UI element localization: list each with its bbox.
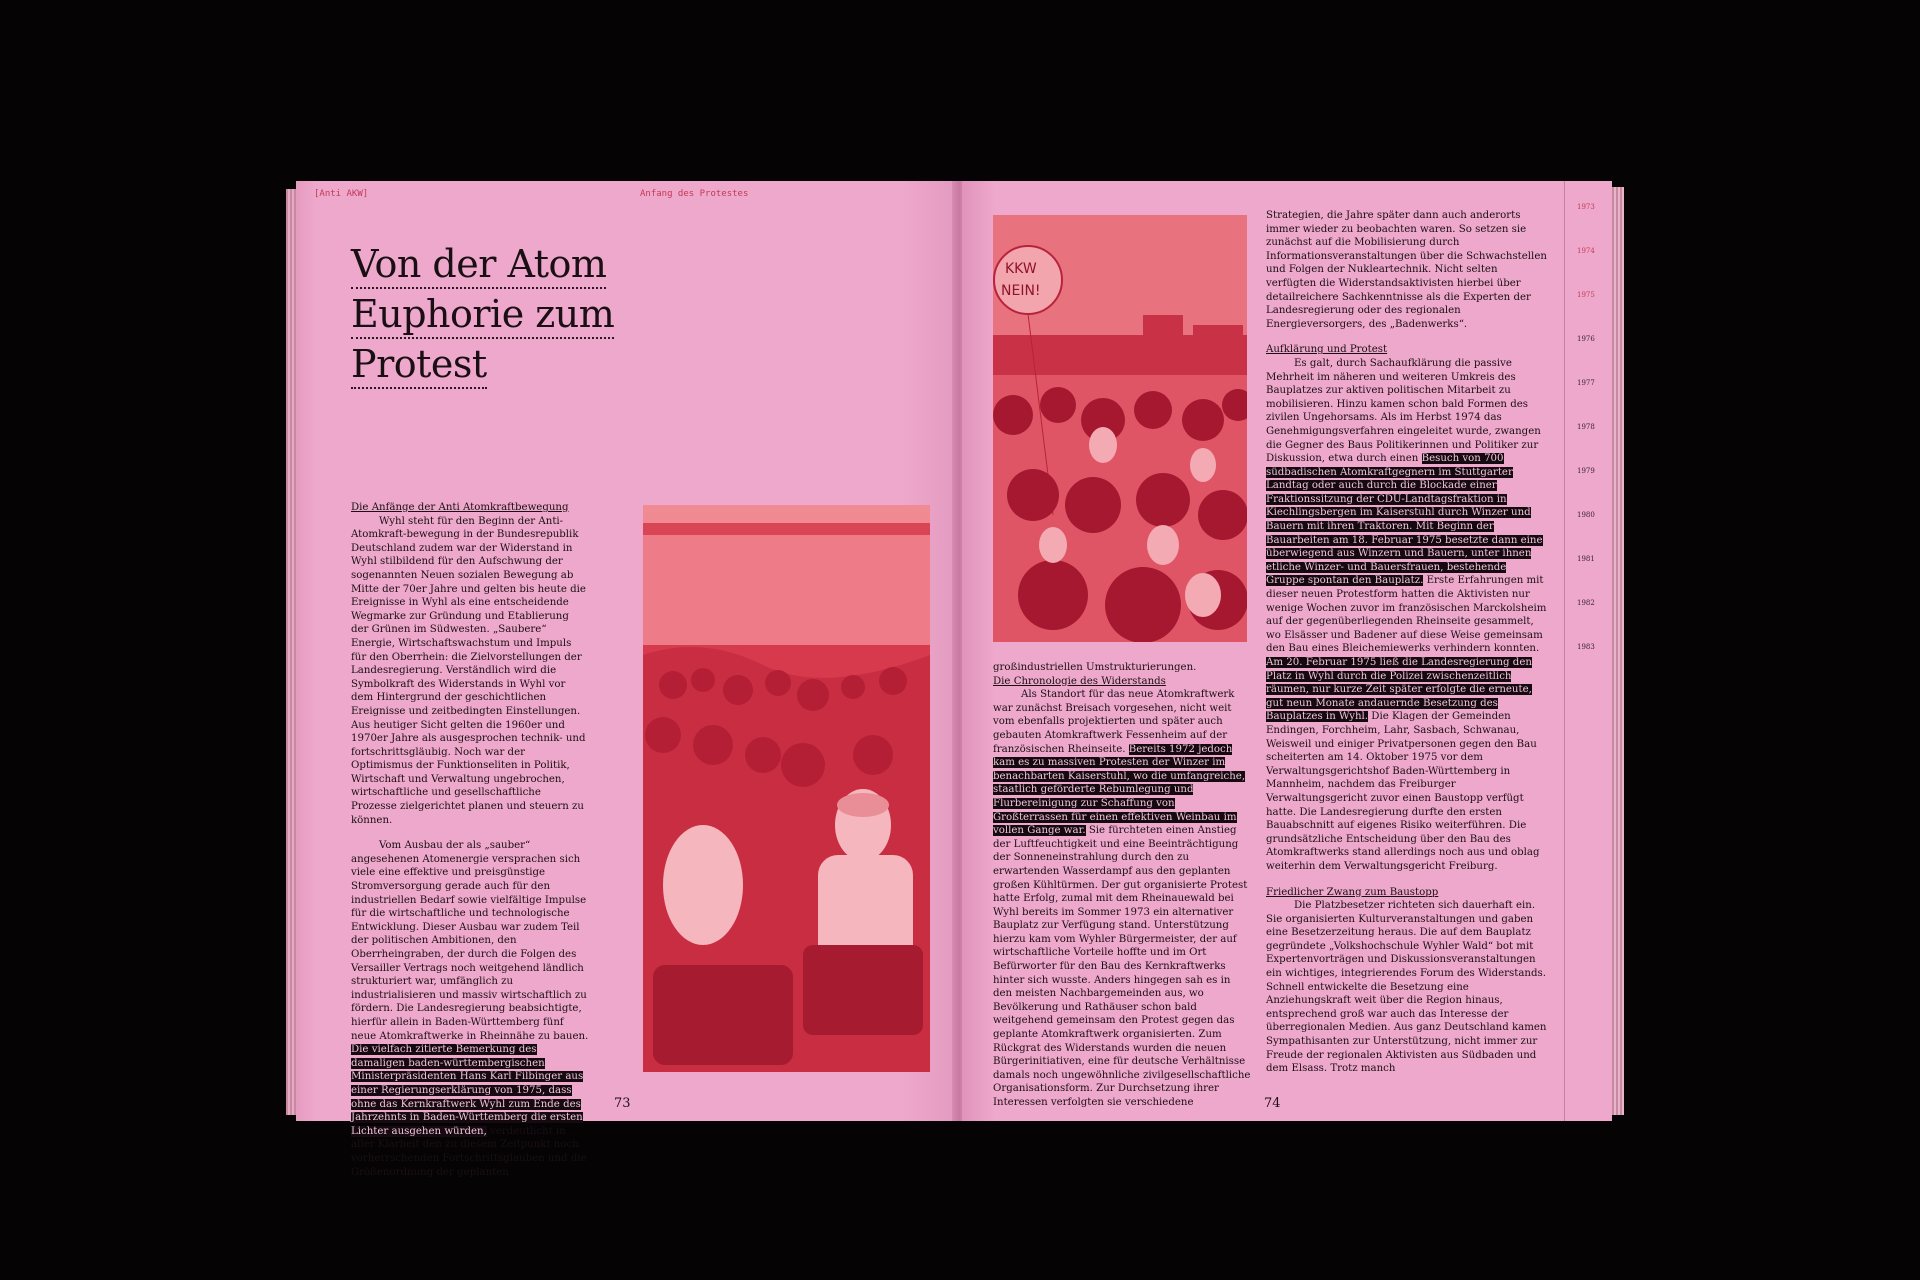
timeline-year: 1980 bbox=[1577, 511, 1595, 519]
timeline-year: 1976 bbox=[1577, 335, 1595, 343]
page-edge-right bbox=[1612, 187, 1624, 1115]
paragraph: Vom Ausbau der als „sauber“ angesehenen Atomenergie versprachen sich viele eine effektive und preisgünstige Stromversorgung gerade auch für den industriellen Bedarf sowie vielfältige Impulse für die wirtschaftliche und technologische Entwicklung. Dieser Ausbau war zudem Teil der politischen Ambitionen, den Oberrheingraben, der durch die Folgen des Versailler Vertrags noch weitgehend ländlich strukturiert war, umfänglich zu industrialisieren und massiv wirtschaftlich zu fördern. Die Landesregierung beabsichtigte, hierfür allein in Baden-Württemberg fünf neue Atomkraftwerke in Rheinnähe zu bauen. Die vielfach zitierte Bemerkung des damaligen baden-württembergischen Ministerpräsidenten Hans Karl Filbinger aus einer Regierungserklärung von 1975, dass ohne das Kernkraftwerk Wyhl zum Ende des Jahrzehnts in Baden-Württemberg die ersten Lichter ausgehen würden, verdeutlicht in aller Klarheit den zu diesem Zeitpunkt noch vorherrschenden Fortschrittsglauben und die Größenordnung der geplanten bbox=[351, 840, 589, 1178]
timeline-year: 1981 bbox=[1577, 555, 1595, 563]
right-text-column-a: großindustriellen Umstrukturierungen. Die Chronologie des Widerstands Als Standort für das neue Atomkraftwerk war zunächst Breisach vorgesehen, nicht weit vom ebenfalls projektierten und später auch gebauten Atomkraftwerk Fessenheim auf der französischen Rheinseite. Bereits 1972 jedoch kam es zu massiven Protesten der Winzer im benachbarten Kaiserstuhl, wo die umfangreiche, staatlich geförderte Rebumlegung und Flurbereinigung zur Schaffung von Großterrassen für einen effektiven Weinbau im vollen Gange war. Sie fürchteten einen Anstieg der Luftfeuchtigkeit und eine Beeinträchtigung der Sonneneinstrahlung durch den zu erwartenden Wasserdampf aus den geplanten großen Kühltürmen. Der gut organisierte Protest hatte Erfolg, zumal mit dem Rheinauewald bei Wyhl bereits im Sommer 1973 ein alternativer Bauplatz zur Verfügung stand. Unterstützung hierzu kam vom Wyhler Bürgermeister, der auf wirtschaftliche Vorteile hoffte und im Ort Befürworter für den Bau des Kernkraftwerks hinter sich wusste. Anders hingegen sah es in den meisten Nachbargemeinden aus, wo Bevölkerung und Rathäuser schon bald weitgehend gemeinsam den Protest gegen das geplante Atomkraftwerk organisierten. Zum Rückgrat des Widerstands wurden die neuen Bürgerinitiativen, eine für deutsche Verhältnisse damals noch ungewöhnliche zivilgesellschaftliche Organisationsform. Zur Durchsetzung ihrer Interessen verfolgten sie verschiedene bbox=[993, 662, 1251, 1108]
right-text-column-b bbox=[1266, 209, 1548, 1076]
protest-crowd-photo bbox=[643, 505, 930, 1072]
page-number: 73 bbox=[614, 1096, 631, 1111]
running-header: Anfang des Protestes bbox=[640, 189, 749, 199]
section-subheading: Die Chronologie des Widerstands bbox=[993, 675, 1166, 687]
photo-illustration bbox=[643, 505, 930, 1072]
paragraph: Strategien, die Jahre später dann auch anderorts immer wieder zu beobachten waren. So setzen sie zunächst auf die Mobilisierung durch Informationsveranstaltungen über die Schwachstellen und Folgen der Nukleartechnik. Nicht selten verfügten die Widerstandsaktivisten hierbei über detailreichere Sachkenntnisse als die Experten der Landesregierung oder des regionalen Energieversorgers, des „Badenwerks“. bbox=[1266, 210, 1547, 330]
kkw-nein-protest-photo bbox=[993, 215, 1247, 642]
timeline-year: 1978 bbox=[1577, 423, 1595, 431]
magazine-spread bbox=[296, 181, 1626, 1178]
timeline-year: 1975 bbox=[1577, 291, 1595, 299]
sign-text: KKW bbox=[1005, 261, 1037, 277]
section-subheading: Friedlicher Zwang zum Baustopp bbox=[1266, 886, 1439, 898]
section-subheading: Aufklärung und Protest bbox=[1266, 344, 1388, 356]
paragraph: Es galt, durch Sachaufklärung die passive Mehrheit im näheren und weiteren Umkreis des Bauplatzes zur aktiven politischen Mitarbeit zu mobilisieren. Hinzu kamen schon bald Formen des zivilen Ungehorsams. Als im Herbst 1974 das Genehmigungsverfahren eingeleitet wurde, zwangen die Gegner des Baus Politikerinnen und Politiker zur Diskussion, etwa durch einen Besuch von 700 südbadischen Atomkraftgegnern im Stuttgarter Landtag oder auch durch die Blockade einer Fraktionssitzung der CDU-Landtagsfraktion in Kiechlingsbergen im Kaiserstuhl durch Winzer und Bauern mit ihren Traktoren. Mit Beginn der Bauarbeiten am 18. Februar 1975 besetzte dann eine überwiegend aus Winzern und Bauern, unter ihnen etliche Winzer- und Bauersfrauen, bestehende Gruppe spontan den Bauplatz. Erste Erfahrungen mit dieser neuen Protestform hatten die Aktivisten nur wenige Wochen zuvor im französischen Marckolsheim auf der gegenüberliegenden Rheinseite gesammelt, wo Elsässer und Badener auf diese Weise gemeinsam den Bau eines Bleichemiewerks verhindern konnten. Am 20. Februar 1975 ließ die Landesregierung den Platz in Wyhl durch die Polizei zwischenzeitlich räumen, nur kurze Zeit später erfolgte die erneute, gut neun Monate andauernde Besetzung des Bauplatzes in Wyhl. Die Klagen der Gemeinden Endingen, Forchheim, Lahr, Sasbach, Schwanau, Weisweil und einiger Privatpersonen gegen den Bau scheiterten am 14. Oktober 1975 vor dem Verwaltungsgerichtshof Baden-Württemberg in Mannheim, nachdem das Freiburger Verwaltungsgericht zuvor einen Baustopp verfügt hatte. Die Landesregierung durfte den ersten Bauabschnitt auf eigenes Risiko weiterführen. Die grundsätzliche Entscheidung über den Bau des Atomkraftwerks stand allerdings noch aus und oblag weiterhin dem Verwaltungsgericht Freiburg. bbox=[1266, 357, 1547, 872]
title-line: Von der Atom bbox=[351, 241, 606, 289]
timeline-year: 1977 bbox=[1577, 379, 1595, 387]
left-text-column bbox=[351, 501, 589, 1179]
timeline-year: 1983 bbox=[1577, 643, 1595, 651]
paragraph: Als Standort für das neue Atomkraftwerk war zunächst Breisach vorgesehen, nicht weit vom ebenfalls projektierten und später auch gebauten Atomkraftwerk Fessenheim auf der französischen Rheinseite. Bereits 1972 jedoch kam es zu massiven Protesten der Winzer im benachbarten Kaiserstuhl, wo die umfangreiche, staatlich geförderte Rebumlegung und Flurbereinigung zur Schaffung von Großterrassen für einen effektiven Weinbau im vollen Gange war. Sie fürchteten einen Anstieg der Luftfeuchtigkeit und eine Beeinträchtigung der Sonneneinstrahlung durch den zu erwartenden Wasserdampf aus den geplanten großen Kühltürmen. Der gut organisierte Protest hatte Erfolg, zumal mit dem Rheinauewald bei Wyhl bereits im Sommer 1973 ein alternativer Bauplatz zur Verfügung stand. Unterstützung hierzu kam vom Wyhler Bürgermeister, der auf wirtschaftliche Vorteile hoffte und im Ort Befürworter für den Bau des Kernkraftwerks hinter sich wusste. Anders hingegen sah es in den meisten Nachbargemeinden aus, wo Bevölkerung und Rathäuser schon bald weitgehend gemeinsam den Protest gegen das geplante Atomkraftwerk organisierten. Zum Rückgrat des Widerstands wurden die neuen Bürgerinitiativen, eine für deutsche Verhältnisse damals noch ungewöhnliche zivilgesellschaftliche Organisationsform. Zur Durchsetzung ihrer Interessen verfolgten sie verschiedene bbox=[993, 689, 1251, 1108]
article-title bbox=[351, 241, 614, 391]
paragraph: Wyhl steht für den Beginn der Anti-Atomkraft-bewegung in der Bundesrepublik Deutschland zudem war der Widerstand in Wyhl stilbildend für den Aufschwung der sogenannten Neuen sozialen Bewegung ab Mitte der 70er Jahre und gelten bis heute die Ereignisse in Wyhl als eine entscheidende Wegmarke zur Gründung und Etablierung der Grünen im Südwesten. „Saubere“ Energie, Wirtschaftswachstum und Impuls für den Oberrhein: die Zielvorstellungen der Landesregierung. Verständlich wird die Symbolkraft des Widerstands in Wyhl vor dem Hintergrund der geschichtlichen Ereignisse und zeitbedingten Einstellungen. Aus heutiger Sicht gelten die 1960er und 1970er Jahre als ausgesprochen technik- und fortschrittsgläubig. Noch war der Optimismus der Funktionseliten in Politik, Wirtschaft und Verwaltung ungebrochen, wirtschaftliche und gesellschaftliche Prozesse zielgerichtet planen und steuern zu können. bbox=[351, 515, 586, 826]
right-page bbox=[962, 181, 1612, 1121]
timeline-sidebar bbox=[1564, 181, 1613, 1121]
svg-text:NEIN!: NEIN! bbox=[1001, 283, 1041, 299]
timeline-year: 1973 bbox=[1577, 203, 1595, 211]
timeline-year: 1982 bbox=[1577, 599, 1595, 607]
section-subheading: Die Anfänge der Anti Atomkraftbewegung bbox=[351, 502, 569, 513]
page-edge-left bbox=[286, 189, 296, 1115]
timeline-year: 1979 bbox=[1577, 467, 1595, 475]
left-page bbox=[296, 181, 956, 1178]
highlighted-text: Besuch von 700 südbadischen Atomkraftgegnern im Stuttgarter Landtag oder auch durch die Blockade einer Fraktionssitzung der CDU-Landtagsfraktion in Kiechlingsbergen im Kaiserstuhl durch Winzer und Bauern mit ihren Traktoren. Mit Beginn der Bauarbeiten am 18. Februar 1975 besetzte dann eine überwiegend aus Winzern und Bauern, unter ihnen etliche Winzer- und Bauersfrauen, bestehende Gruppe spontan den Bauplatz. bbox=[1266, 453, 1543, 587]
photo-illustration bbox=[993, 215, 1247, 642]
timeline-year: 1974 bbox=[1577, 247, 1595, 255]
title-line: Protest bbox=[351, 341, 487, 389]
paragraph: Die Platzbesetzer richteten sich dauerhaft ein. Sie organisierten Kulturveranstaltungen und gaben eine Besetzerzeitung heraus. Die auf dem Bauplatz gegründete „Volkshochschule Wyhler Wald“ bot mit Expertenvorträgen und Diskussionsveranstaltungen ein wichtiges, integrierendes Forum des Widerstands. Schnell entwickelte die Besetzung eine Anziehungskraft weit über die Region hinaus, entsprechend groß war auch das Interesse der überregionalen Medien. Aus ganz Deutschland kamen Sympathisanten zur Unterstützung, nicht immer zur Freude der regionalen Aktivisten aus Südbaden und dem Elsass. Trotz manch bbox=[1266, 900, 1547, 1075]
highlighted-text: Bereits 1972 jedoch kam es zu massiven Protesten der Winzer im benachbarten Kaiserstuhl, wo die umfangreiche, staatlich geförderte Rebumlegung und Flurbereinigung zur Schaffung von Großterrassen für einen effektiven Weinbau im vollen Gange war. bbox=[993, 743, 1246, 837]
title-line: Euphorie zum bbox=[351, 291, 614, 339]
highlighted-text: Am 20. Februar 1975 ließ die Landesregierung den Platz in Wyhl durch die Polizei zwischenzeitlich räumen, nur kurze Zeit später erfolgte die erneute, gut neun Monate andauernde Besetzung des Bauplatzes in Wyhl. bbox=[1266, 657, 1532, 723]
page-number: 74 bbox=[1264, 1096, 1281, 1111]
highlighted-quote: Die vielfach zitierte Bemerkung des damaligen baden-württembergischen Ministerpräsidenten Hans Karl Filbinger aus einer Regierungserklärung von 1975, dass ohne das Kernkraftwerk Wyhl zum Ende des Jahrzehnts in Baden-Württemberg die ersten Lichter ausgehen würden, bbox=[351, 1044, 584, 1137]
section-tag: [Anti AKW] bbox=[314, 189, 369, 199]
